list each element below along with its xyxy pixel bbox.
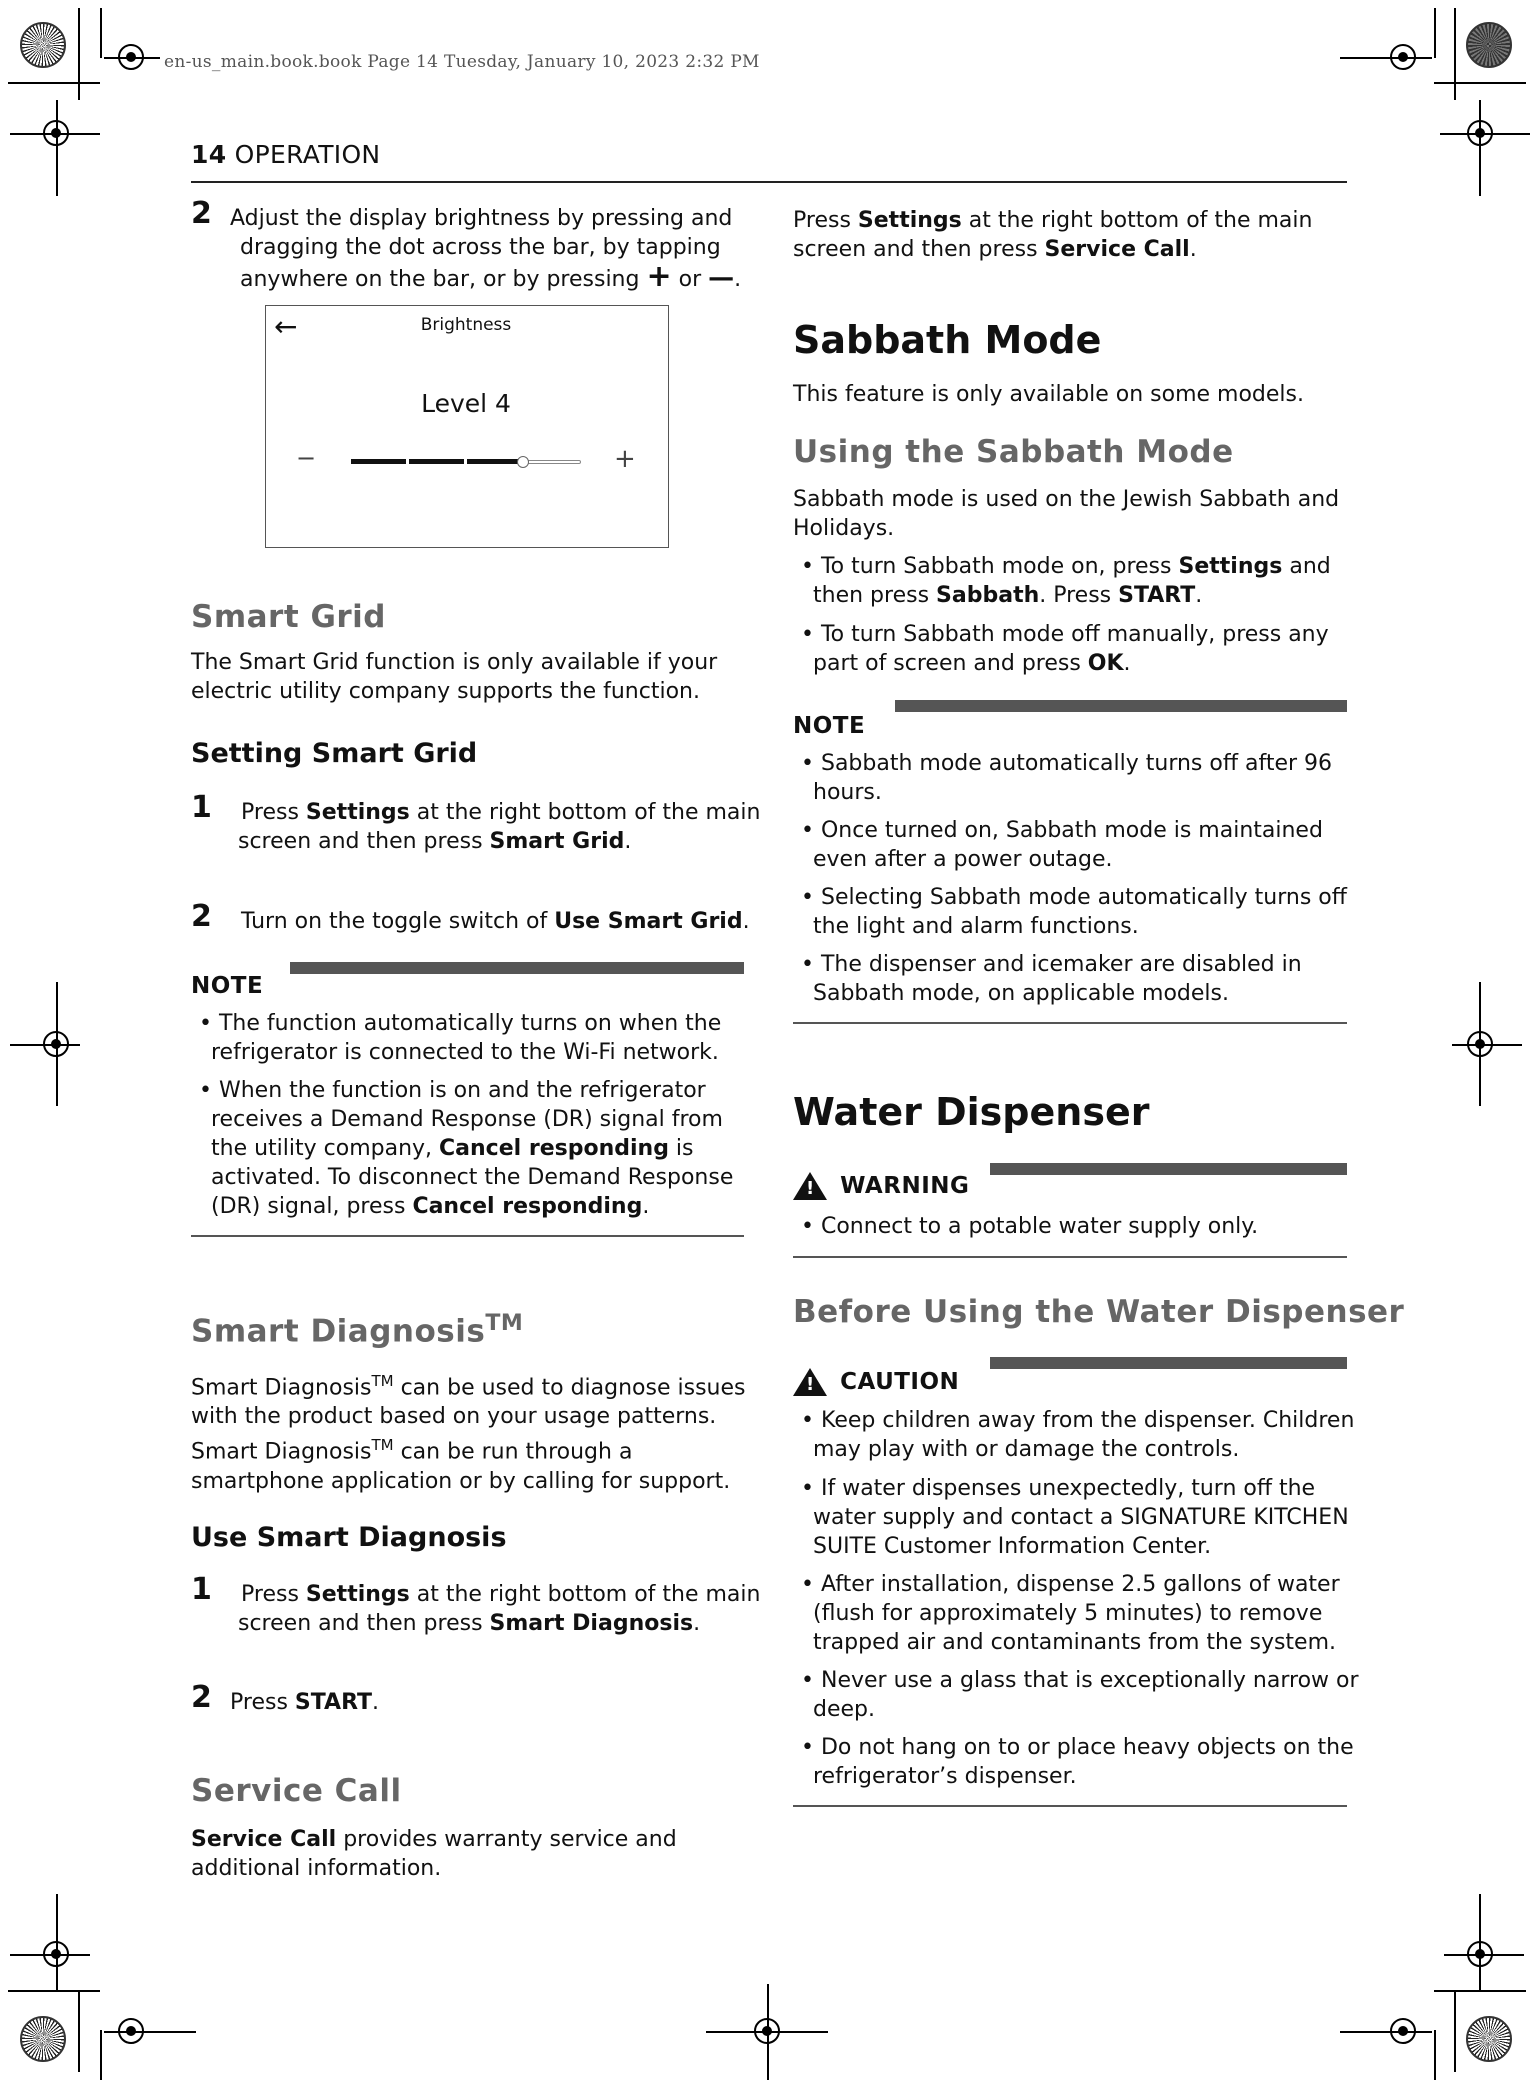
caution-bullet: • After installation, dispense 2.5 gallons of water (flush for approximately 5 minutes) to remove trapped air and contaminants from the system.: [801, 1572, 1340, 1655]
sabbath-usage-text: Sabbath mode is used on the Jewish Sabbath and Holidays.: [793, 487, 1340, 541]
smart-diagnosis-step2: Press START.: [230, 1690, 380, 1715]
registration-star-icon: [1466, 2016, 1512, 2062]
sabbath-bullet: • To turn Sabbath mode on, press Settings and then press Sabbath. Press START.: [801, 554, 1331, 608]
warning-bottom-rule: [793, 1256, 1347, 1258]
smart-grid-step1: Press Settings at the right bottom of the main screen and then press Smart Grid.: [238, 800, 761, 854]
slider-thumb[interactable]: [517, 456, 529, 468]
service-call-description: Service Call provides warranty service and additional information.: [191, 1827, 677, 1881]
slider-track-remaining: [525, 460, 581, 464]
step-number: 1: [191, 790, 212, 825]
smart-grid-description: The Smart Grid function is only available if your electric utility company supports the function.: [191, 650, 718, 704]
using-sabbath-heading: Using the Sabbath Mode: [793, 434, 1234, 470]
registration-star-icon: [1466, 22, 1512, 68]
section-title: OPERATION: [234, 140, 381, 169]
step-number: 1: [191, 1572, 212, 1607]
note-bullet: • The dispenser and icemaker are disabled in Sabbath mode, on applicable models.: [801, 952, 1302, 1006]
note-bar: [290, 962, 744, 974]
smart-diagnosis-step1: Press Settings at the right bottom of the main screen and then press Smart Diagnosis.: [238, 1582, 761, 1636]
warning-triangle-icon: [793, 1172, 827, 1200]
note-bottom-rule: [191, 1235, 744, 1237]
note-bullet: • Once turned on, Sabbath mode is maintained even after a power outage.: [801, 818, 1323, 872]
print-slug: en-us_main.book.book Page 14 Tuesday, January 10, 2023 2:32 PM: [164, 52, 760, 72]
step-number: 2: [191, 1680, 212, 1715]
brightness-level: Level 4: [421, 389, 511, 418]
page-header: [191, 140, 380, 169]
caution-bullet: • Never use a glass that is exceptionally narrow or deep.: [801, 1668, 1359, 1722]
smart-diagnosis-description: Smart Diagnosis™ can be used to diagnose issues with the product based on your usage patterns. Smart Diagnosis™ can be run through a smartphone application or by calling for support.: [191, 1372, 746, 1494]
service-call-instructions: Press Settings at the right bottom of the main screen and then press Service Call.: [793, 208, 1313, 262]
brightness-minus-button[interactable]: −: [296, 444, 317, 472]
before-using-heading: Before Using the Water Dispenser: [793, 1294, 1405, 1330]
sabbath-mode-heading: Sabbath Mode: [793, 318, 1102, 362]
warning-bar: [990, 1163, 1347, 1175]
slider-segment: [409, 459, 464, 464]
note-title: NOTE: [191, 973, 264, 999]
page-number: 14: [191, 140, 227, 169]
back-arrow-icon[interactable]: ←: [274, 310, 298, 343]
warning-bullet: • Connect to a potable water supply only.: [801, 1214, 1259, 1239]
slider-segment: [351, 459, 406, 464]
caution-bottom-rule: [793, 1805, 1347, 1807]
caution-triangle-icon: [793, 1368, 827, 1396]
brightness-step-text: Adjust the display brightness by pressing and dragging the dot across the bar, by tapping anywhere on the bar, or by pressing + or —.: [230, 206, 742, 294]
caution-bar: [990, 1357, 1347, 1369]
use-smart-diagnosis-heading: Use Smart Diagnosis: [191, 1522, 507, 1553]
note-bar: [895, 700, 1347, 712]
registration-star-icon: [20, 22, 66, 68]
brightness-plus-button[interactable]: +: [614, 444, 636, 474]
note-bullet: • When the function is on and the refrigerator receives a Demand Response (DR) signal from the utility company, Cancel responding is activated. To disconnect the Demand Response (DR) signal, press Cancel responding.: [199, 1078, 734, 1219]
note-bullet: • Sabbath mode automatically turns off after 96 hours.: [801, 751, 1333, 805]
smart-diagnosis-heading: Smart Diagnosis™: [191, 1311, 524, 1350]
brightness-screen: [265, 305, 669, 548]
sabbath-description: This feature is only available on some models.: [793, 382, 1304, 407]
note-title: NOTE: [793, 713, 866, 739]
caution-bullet: • Do not hang on to or place heavy objects on the refrigerator’s dispenser.: [801, 1735, 1354, 1789]
sabbath-bullet: • To turn Sabbath mode off manually, press any part of screen and press OK.: [801, 622, 1329, 676]
note-bottom-rule: [793, 1022, 1347, 1024]
warning-header: ! WARNING: [793, 1172, 969, 1200]
note-bullet: • Selecting Sabbath mode automatically turns off the light and alarm functions.: [801, 885, 1347, 939]
plus-icon: +: [646, 259, 672, 294]
caution-bullet: • If water dispenses unexpectedly, turn off the water supply and contact a SIGNATURE KITCHEN SUITE Customer Information Center.: [801, 1476, 1349, 1559]
minus-icon: —: [708, 263, 735, 293]
service-call-heading: Service Call: [191, 1773, 402, 1809]
step-number: 2: [191, 196, 212, 231]
slider-segment: [467, 459, 522, 464]
step-number: 2: [191, 899, 212, 934]
setting-smart-grid-heading: Setting Smart Grid: [191, 738, 478, 769]
header-rule: [191, 181, 1347, 183]
registration-star-icon: [20, 2016, 66, 2062]
note-bullet: • The function automatically turns on when the refrigerator is connected to the Wi-Fi network.: [199, 1011, 722, 1065]
brightness-title: Brightness: [420, 315, 512, 335]
brightness-slider[interactable]: [351, 456, 581, 468]
caution-bullet: • Keep children away from the dispenser. Children may play with or damage the controls.: [801, 1408, 1355, 1462]
caution-header: ! CAUTION: [793, 1368, 959, 1396]
water-dispenser-heading: Water Dispenser: [793, 1090, 1150, 1134]
smart-grid-heading: Smart Grid: [191, 599, 386, 635]
smart-grid-step2: Turn on the toggle switch of Use Smart Grid.: [241, 909, 750, 934]
